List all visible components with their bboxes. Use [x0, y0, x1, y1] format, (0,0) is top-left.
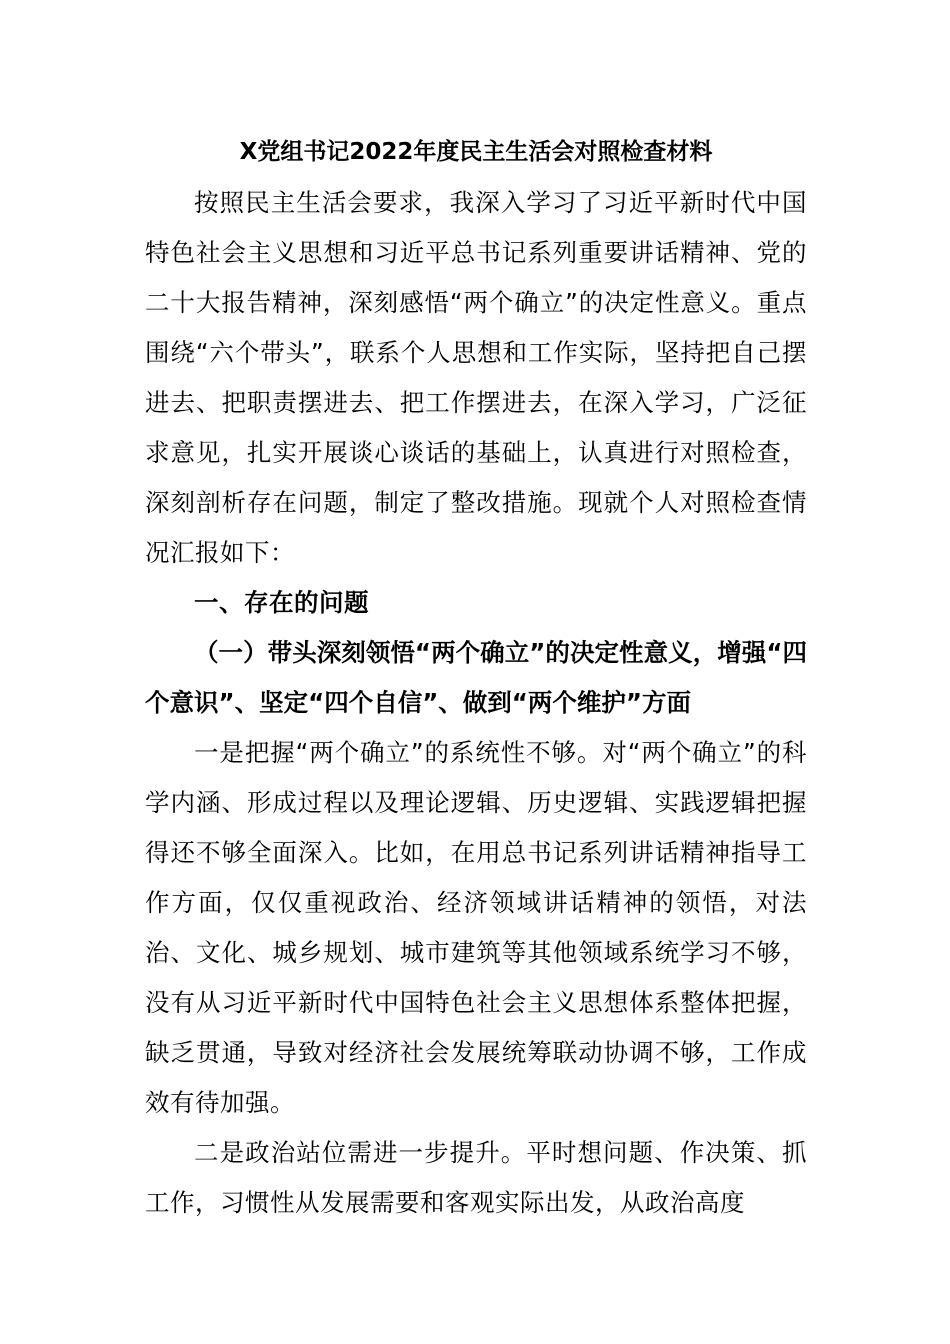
- document-title: X党组书记2022年度民主生活会对照检查材料: [239, 139, 713, 165]
- point-2-paragraph: 二是政治站位需进一步提升。平时想问题、作决策、抓工作，习惯性从发展需要和客观实际出发，从政治高度: [145, 1138, 807, 1217]
- subsection-heading-1: （一）带头深刻领悟“两个确立”的决定性意义，增强“四个意识”、坚定“四个自信”、做到“两个维护”方面: [145, 638, 807, 717]
- section-heading-problems: 一、存在的问题: [194, 588, 369, 617]
- document-body: [145, 126, 807, 1228]
- intro-paragraph: 按照民主生活会要求，我深入学习了习近平新时代中国特色社会主义思想和习近平总书记系列重要讲话精神、党的二十大报告精神，深刻感悟“两个确立”的决定性意义。重点围绕“六个带头”，联系个人思想和工作实际，坚持把自己摆进去、把职责摆进去、把工作摆进去，在深入学习，广泛征求意见，扎实开展谈心谈话的基础上，认真进行对照检查，深刻剖析存在问题，制定了整改措施。现就个人对照检查情况汇报如下：: [145, 188, 807, 567]
- point-1-paragraph: 一是把握“两个确立”的系统性不够。对“两个确立”的科学内涵、形成过程以及理论逻辑、历史逻辑、实践逻辑把握得还不够全面深入。比如，在用总书记系列讲话精神指导工作方面，仅仅重视政治、经济领域讲话精神的领悟，对法治、文化、城乡规划、城市建筑等其他领域系统学习不够，没有从习近平新时代中国特色社会主义思想体系整体把握，缺乏贯通，导致对经济社会发展统筹联动协调不够，工作成效有待加强。: [145, 738, 807, 1117]
